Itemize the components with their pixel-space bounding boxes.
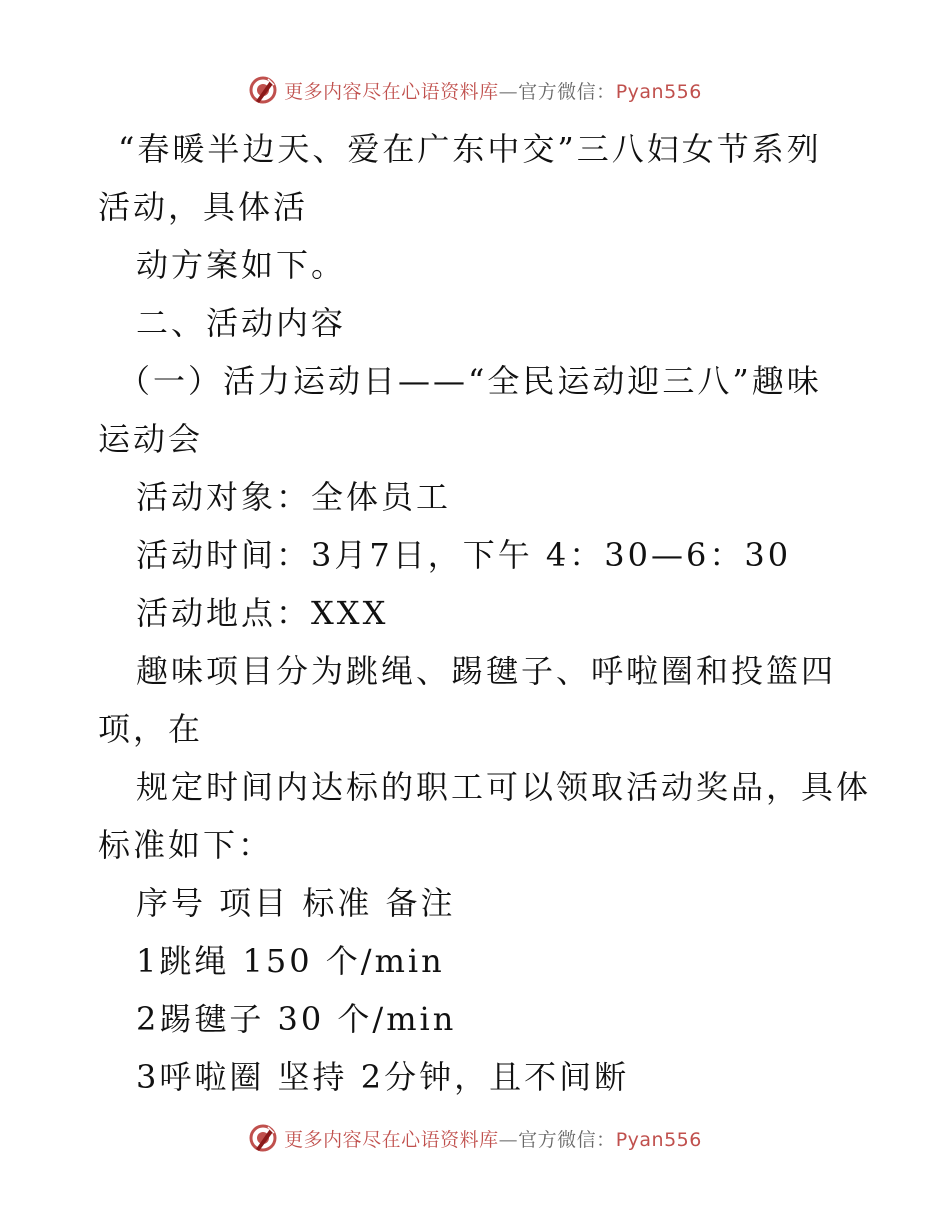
pen-logo-icon bbox=[248, 75, 278, 105]
watermark-separator: — bbox=[498, 80, 519, 103]
watermark-text bbox=[284, 1125, 702, 1152]
body-line: 活动，具体活 bbox=[98, 188, 309, 226]
table-row-line: 3呼啦圈 坚持 2分钟，且不间断 bbox=[136, 1058, 630, 1096]
watermark-separator: — bbox=[498, 1128, 519, 1151]
footer-watermark bbox=[0, 1118, 950, 1158]
watermark-text bbox=[284, 77, 702, 104]
body-line: 规定时间内达标的职工可以领取活动奖品，具体 bbox=[136, 768, 872, 806]
watermark-brand: 更多内容尽在心语资料库 bbox=[284, 80, 499, 103]
body-line: 项，在 bbox=[98, 710, 204, 748]
pen-logo-icon bbox=[248, 1123, 278, 1153]
body-line: 标准如下： bbox=[98, 826, 274, 864]
table-header-line: 序号 项目 标准 备注 bbox=[136, 884, 456, 922]
watermark-official: 官方微信： bbox=[518, 80, 616, 103]
subsection-heading: （一）活力运动日——“全民运动迎三八”趣味 bbox=[118, 362, 822, 400]
header-watermark bbox=[0, 70, 950, 110]
table-row-line: 1跳绳 150 个/min bbox=[136, 942, 445, 980]
section-heading: 二、活动内容 bbox=[136, 304, 347, 342]
body-line: 活动时间：3月7日，下午 4：30—6：30 bbox=[136, 536, 792, 574]
watermark-brand: 更多内容尽在心语资料库 bbox=[284, 1128, 499, 1151]
body-line: 活动地点：XXX bbox=[136, 594, 389, 632]
body-line: 趣味项目分为跳绳、踢毽子、呼啦圈和投篮四 bbox=[136, 652, 837, 690]
body-line: 运动会 bbox=[98, 420, 204, 458]
document-body bbox=[98, 120, 872, 1106]
body-line: 动方案如下。 bbox=[136, 246, 347, 284]
body-line: “春暖半边天、爱在广东中交”三八妇女节系列 bbox=[118, 130, 822, 168]
table-row-line: 2踢毽子 30 个/min bbox=[136, 1000, 457, 1038]
watermark-official: 官方微信： bbox=[518, 1128, 616, 1151]
watermark-account: Pyan556 bbox=[615, 80, 702, 103]
watermark-account: Pyan556 bbox=[615, 1128, 702, 1151]
body-line: 活动对象：全体员工 bbox=[136, 478, 452, 516]
